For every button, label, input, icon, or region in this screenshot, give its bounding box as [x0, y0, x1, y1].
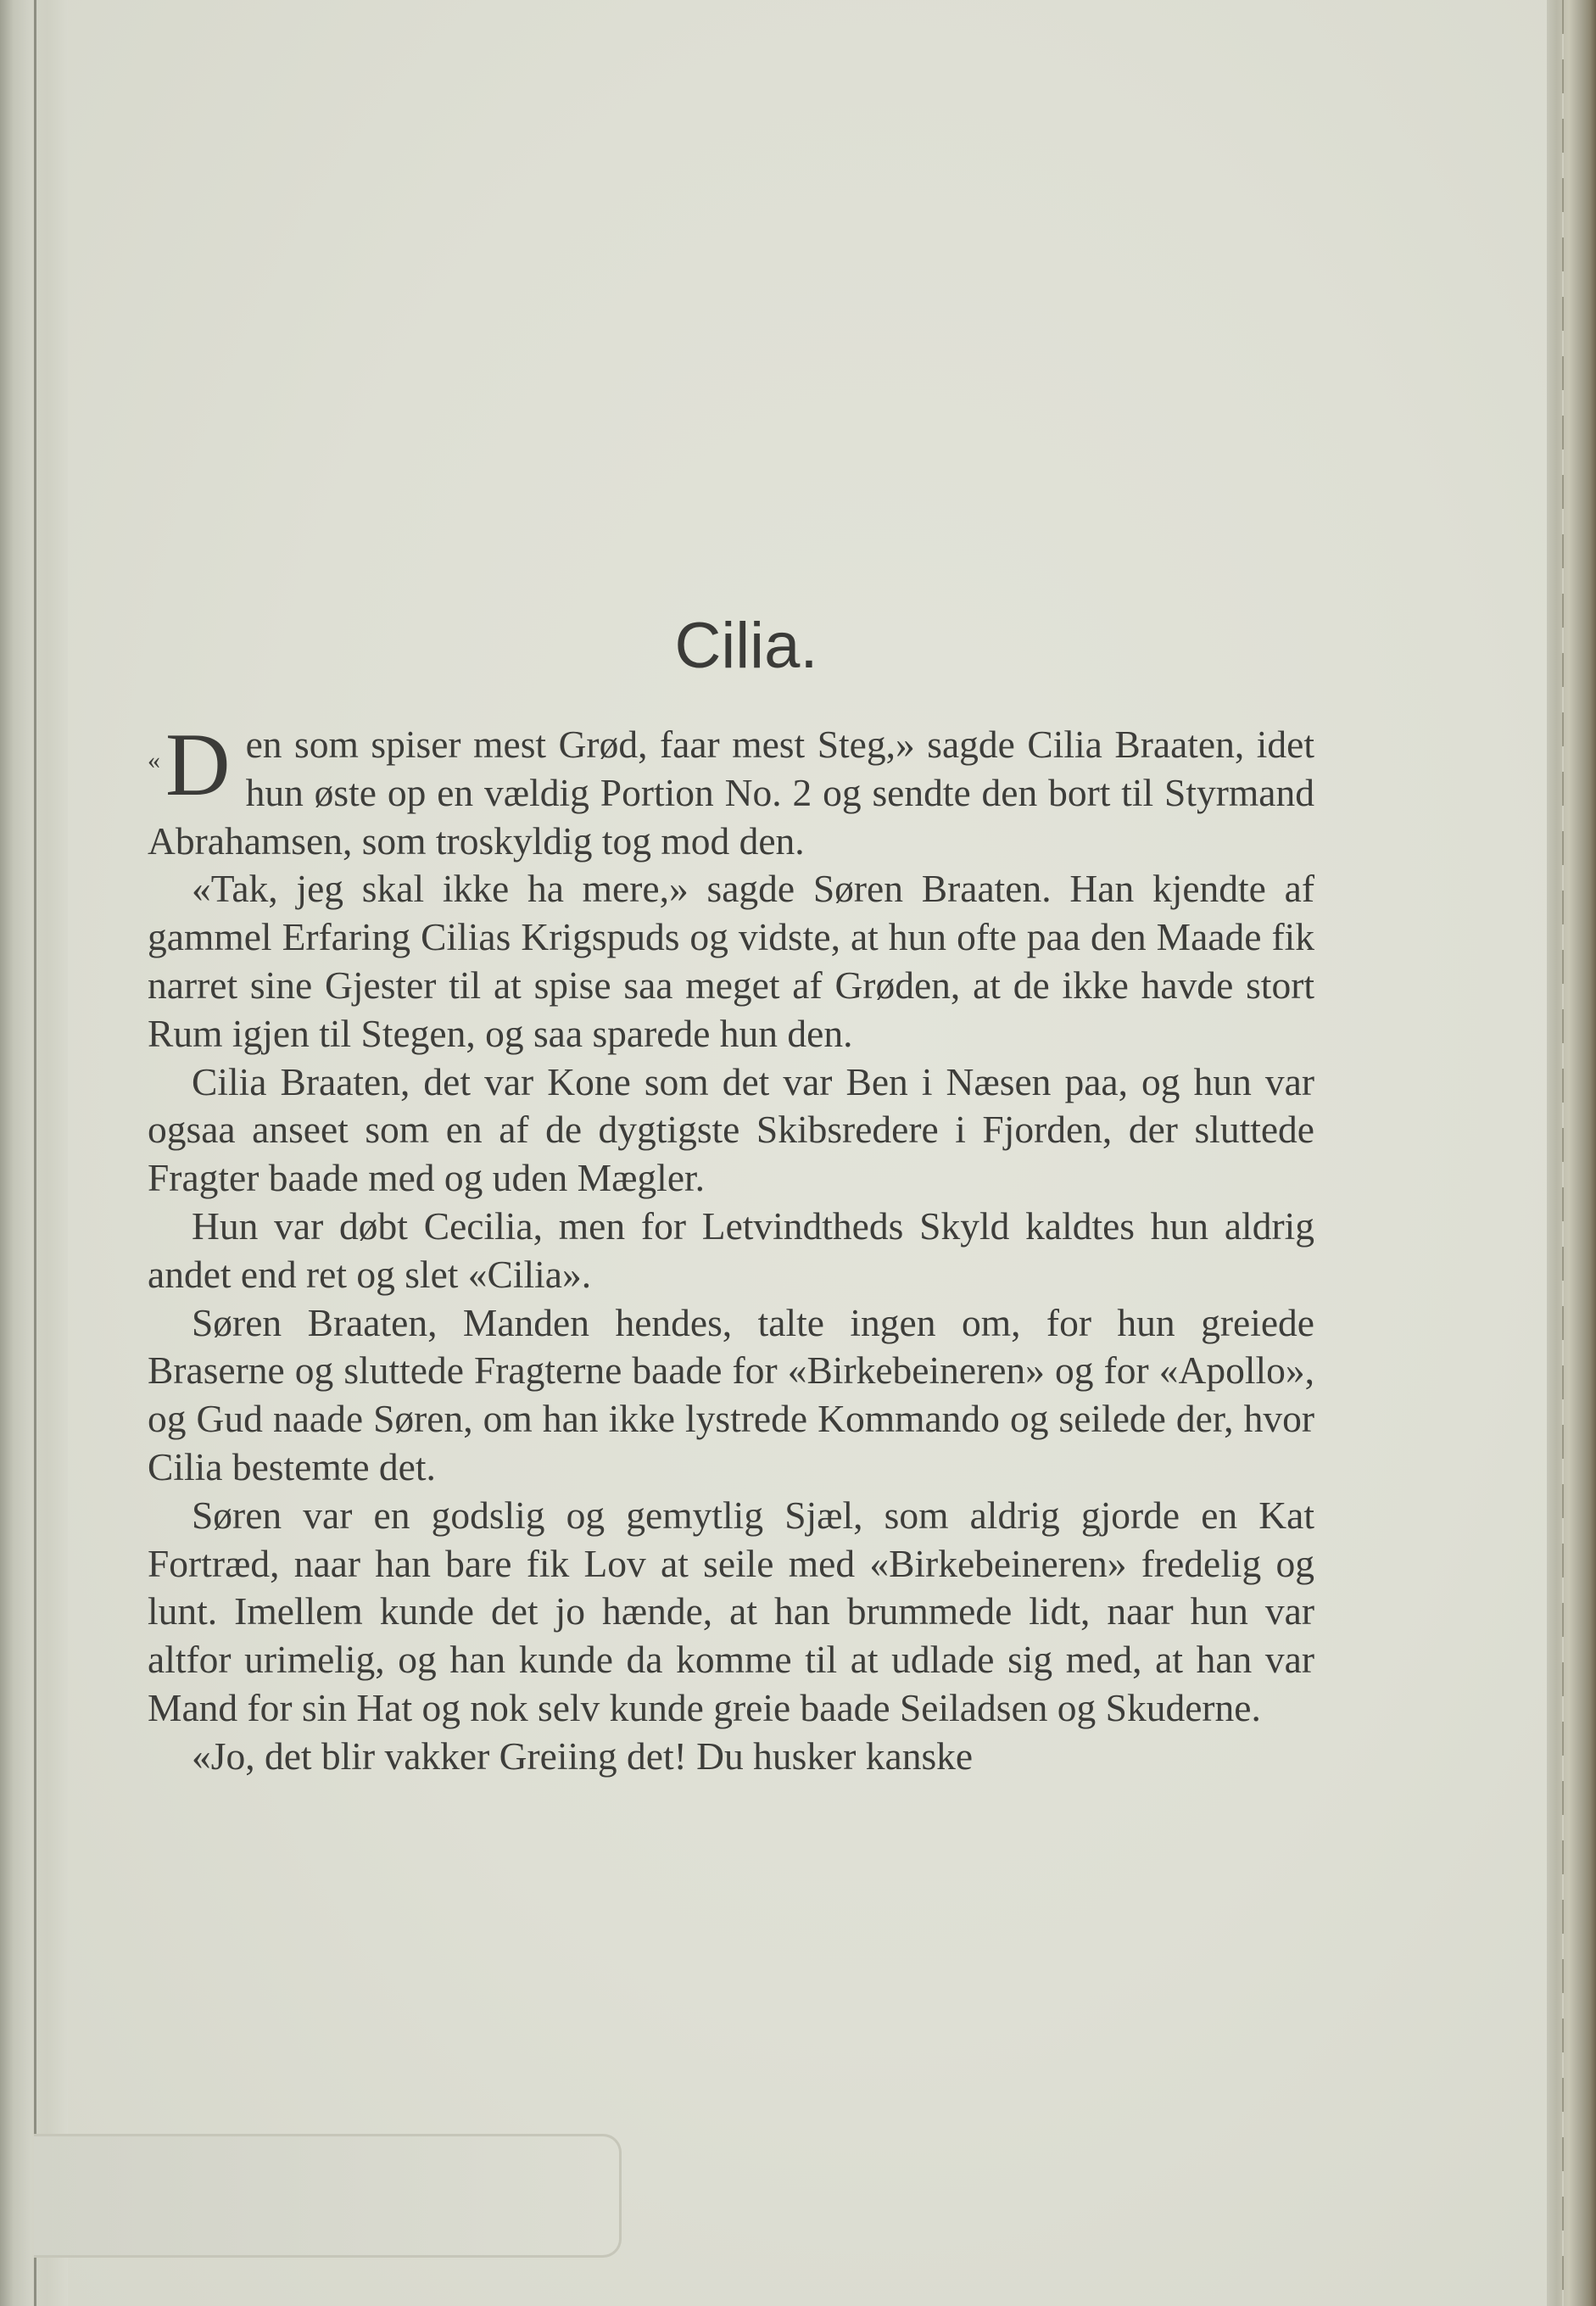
chapter-title: Cilia. — [674, 610, 818, 682]
paragraph-2: «Tak, jeg skal ikke ha mere,» sagde Søren Braaten. Han kjendte af gammel Erfaring Cilias Krigspuds og vidste, at hun ofte paa den Maade fik narret sine Gjester til at spise saa meget af Grøden, at de ikke havde stort Rum igjen til Stegen, og saa sparede hun den. — [148, 867, 1314, 1055]
book-binding-left — [0, 0, 68, 2306]
paragraph-1 — [148, 715, 1314, 865]
drop-cap-letter: D — [165, 715, 231, 814]
paragraph-3: Cilia Braaten, det var Kone som det var Ben i Næsen paa, og hun var ogsaa anseet som en af de dygtigste Skibsredere i Fjorden, der sluttede Fragter baade med og uden Mægler. — [148, 1059, 1314, 1200]
book-page-edges-right — [1547, 0, 1596, 2306]
drop-cap-quote: « — [148, 746, 160, 774]
paragraph-4: Hun var døbt Cecilia, men for Letvindtheds Skyld kaldtes hun aldrig andet end ret og slet «Cilia». — [148, 1203, 1314, 1296]
paragraph-text: en som spiser mest Grød, faar mest Steg,» sagde Cilia Braaten, idet hun øste op en vældig Portion No. 2 og sendte den bort til Styrmand Abrahamsen, som troskyldig tog mod den. — [148, 723, 1314, 863]
paragraph-6: Søren var en godslig og gemytlig Sjæl, som aldrig gjorde en Kat Fortræd, naar han bare fik Lov at seile med «Birkebeineren» fredelig og lunt. Imellem kunde det jo hænde, at han brummede lidt, naar hun var altfor urimelig, og han kunde da komme til at udlade sig med, at han var Mand for sin Hat og nok selv kunde greie baade Seiladsen og Skuderne. — [148, 1493, 1314, 1729]
paragraph-7: «Jo, det blir vakker Greiing det! Du husker kanske — [192, 1734, 974, 1778]
book-page — [68, 0, 1547, 2306]
drop-cap — [148, 715, 231, 814]
library-label-outline — [34, 2134, 622, 2258]
paragraph-5: Søren Braaten, Manden hendes, talte ingen om, for hun greiede Braserne og sluttede Fragterne baade for «Birkebeineren» og for «Apollo», og Gud naade Søren, om han ikke lystrede Kommando og seilede der, hvor Cilia bestemte det. — [148, 1300, 1314, 1488]
body-text — [148, 715, 1314, 1781]
